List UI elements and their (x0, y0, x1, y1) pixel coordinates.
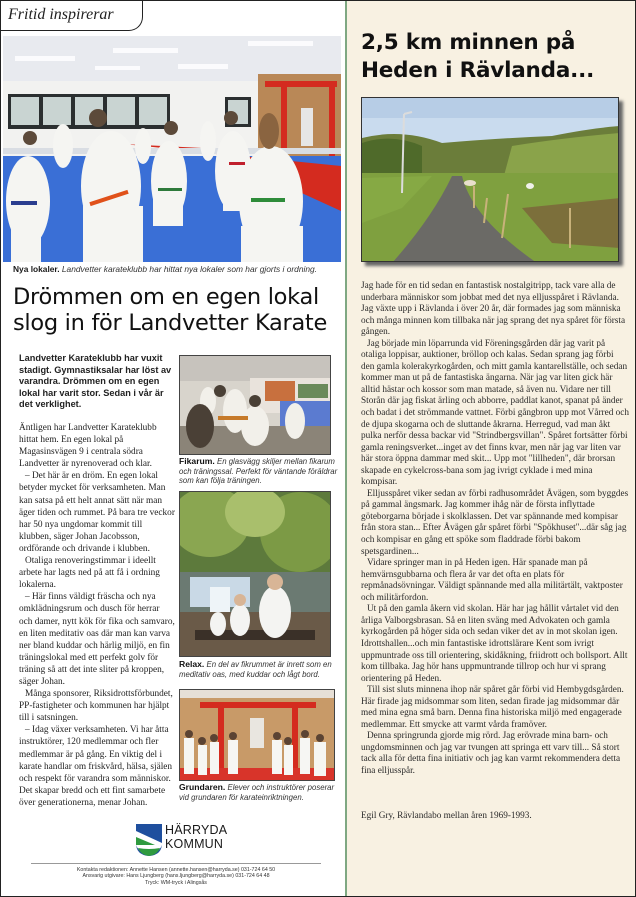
coat-of-arms-icon (135, 823, 163, 857)
caption-relax (179, 660, 339, 679)
right-paragraph: Till sist sluts minnena ihop när spåret går förbi vid Hembygdsgården. Här firade jag midsommar som liten, sedan firade jag midsommar där med mina egna små barn. Denna fina historiska miljö med engagerade medlemmar. Ett smycke att varmt vårda framöver. (361, 685, 624, 730)
footer-line-2: Ansvarig utgivare: Hans Ljungberg (hans.ljungberg@harryda.se) 031-724 64 48 (82, 873, 270, 880)
right-paragraph: Ut på den gamla åkern vid skolan. Här har jag hållit vårtalet vid den årliga Valborgsbrasan. Så en liten sväng med Advokaten och gamla kyrkogården på höger sida och sedan viker det av in mot skolan igen. Idrottshallen...och min fantastiske idrottslärare Kent som ivrigt uppmuntrade oss till orientering, skidåkning, friidrott och bollsport. Allt kom tillbaka. Jag hör hans uppmuntrande tillrop och hur vi sprang orientering på Heden. (361, 604, 628, 684)
right-article (347, 1, 636, 897)
trail-illustration (362, 98, 619, 262)
left-body (19, 422, 175, 809)
relax-illustration (180, 492, 331, 657)
left-lede: Landvetter Karateklubb har vuxit stadigt. Gymnastiksalar har löst av varandra. Drömmen om en egen lokal har varit stor. Sedan i vår är det verklighet. (19, 353, 172, 409)
caption-relax-lead: Relax. (179, 659, 205, 669)
footer-line-3: Tryck: WM-tryck i Alingsås (145, 879, 207, 886)
caption-fikarum-lead: Fikarum. (179, 456, 215, 466)
left-headline: Drömmen om en egen lokal slog in för Landvetter Karate (13, 284, 327, 336)
left-paragraph: Otaliga renoveringstimmar i ideellt arbete har lagts ned på att få i ordning lokalerna. (19, 556, 160, 591)
grundaren-illustration (180, 690, 335, 781)
hero-caption (13, 264, 343, 274)
left-paragraph: – Det här är en dröm. En egen lokal betyder mycket för verksamheten. Man kan satsa på ett helt annat sätt när man äger tiden och rummet. På bara tre veckor har 50 nya ungdomar kommit till klubben, säger Johan Jacobsson, ordförande och drivande i klubben. (19, 471, 175, 554)
caption-grundaren-text: Elever och instruktörer poserar vid grundaren för karateinriktningen. (179, 783, 335, 802)
left-paragraph: Många sponsorer, Riksidrottsförbundet, PP-fastigheter och kommunen har hjälpt till i satsningen. (19, 689, 173, 724)
right-headline: 2,5 km minnen på Heden i Rävlanda... (361, 30, 595, 83)
photo-trail (361, 97, 619, 262)
left-paragraph: – Idag växer verksamheten. Vi har åtta instruktörer, 120 medlemmar och fler medlemmar är på gång. En viktig del i karate handlar om friskvård, hälsa, själen och respekt för varandra som människor. Det skapar bredd och ett fint samarbete över generationerna, menar Johan. (19, 725, 173, 808)
footer-contact (31, 867, 321, 886)
right-paragraph: Elljusspåret viker sedan av förbi radhusområdet Åvägen, som byggdes på gammal ängsmark. Jag kommer ihåg när de första inflyttade göteborgarna började i skolklassen. Det var spännande med kompisar från stora stan... Efter Åvägen går spåret förbi "Spökhuset"...där såg jag och kompisar en gång ett spöke som fladdrade förbi bakom spetsgardinen... (361, 488, 629, 557)
caption-grundaren-lead: Grundaren. (179, 782, 226, 792)
fikarum-illustration (180, 356, 331, 455)
logo-text (165, 824, 227, 851)
left-paragraph: Äntligen har Landvetter Karateklubb hittat hem. En egen lokal på Magasinsvägen 9 i centrala södra Landvetter är nyrenoverad och klar. (19, 423, 157, 470)
footer-line-1: Kontakta redaktionen: Annette Hansen (annette.hansen@harryda.se) 031-724 64 50 (76, 867, 276, 873)
section-tab (1, 1, 143, 31)
caption-fikarum (179, 457, 339, 486)
author-signature: Egil Gry, Rävlandabo mellan åren 1969-1993. (361, 811, 532, 821)
right-paragraph: Jag började min löparrunda vid Föreningsgården där jag varit på otaliga loppisar, auktioner, bröllop och kalas. Sedan sprang jag förbi den gamla kolerakyrkogården, och mitt gamla kantarellställe, och sedan kommer man ut på de fantastiska ängarna. När jag var liten gick här alltid hästar och kossor som man matade, så även nu. Vidare ner till Storån där jag fiskat ärling och abborre, paddlat kanot, spanat på änder och badat i det strömmande vattnet. Förbi gångbron upp mot Vårred och de djupa skogarna och de sluttande åkrarna. Herregud, vad man åkt pulka nerför dessa backar vid "Strindbergsvillan". Spåret fortsätter förbi gamla reningsverket...inget av det finns kvar, men när jag var liten var här stora öppna dammar med skit... Upp mot "lillheden", där brorsan skapade en cykelcross-bana som jag ivrigt cyklade i med mina kompisar. (361, 338, 630, 488)
harryda-kommun-logo (135, 823, 235, 857)
right-paragraph: Denna springrunda gjorde mig rörd. Jag erövrade mina barn- och ungdomsminnen och jag var tvungen att springa ett varv till... Så stort tack alla för detta fina initiativ och jag kan varmt rekommendera detta fina elljusspår. (361, 731, 621, 776)
dojo-illustration (3, 36, 341, 262)
hero-caption-lead: Nya lokaler. (13, 264, 60, 274)
photo-fikarum (179, 355, 331, 455)
section-label: Fritid inspirerar (8, 6, 114, 23)
left-paragraph: – Här finns väldigt fräscha och nya omklädningsrum och dusch för herrar och damer, nytt kök för fika och samvaro, en liten meditativ oas där man kan varva ner bland kuddar och härlig miljö, en fin träningslokal med ett perfekt golv för träning så att det inte sliter på kroppen, säger Johan. (19, 592, 175, 687)
left-article (1, 1, 345, 897)
right-paragraph: Vidare springer man in på Heden igen. Här spanade man på hemvärnsgubbarna och flera år var det ofta en plats för repmånadsövningar. Väldigt spännande med alla militärtält, vaktposter och militärfordon. (361, 558, 623, 603)
right-body (361, 281, 629, 778)
caption-fikarum-text: En glasvägg skiljer mellan fikarum och träningssal. Perfekt för väntande föräldrar som kan följa träningen. (179, 457, 338, 485)
caption-relax-text: En del av fikrummet är inrett som en meditativ oas, med kuddar och lågt bord. (179, 660, 332, 679)
logo-line-1: HÄRRYDA (165, 823, 228, 837)
photo-relax (179, 491, 331, 657)
hero-photo-dojo (3, 36, 341, 262)
caption-grundaren (179, 783, 341, 802)
photo-grundaren (179, 689, 335, 781)
logo-line-2: KOMMUN (165, 836, 224, 851)
hero-caption-text: Landvetter karateklubb har hittat nya lokaler som har gjorts i ordning. (61, 264, 318, 274)
footer-divider (31, 863, 321, 864)
right-paragraph: Jag hade för en tid sedan en fantastisk nostalgitripp, tack vare alla de underbara människor som jobbat med det nya elljusspåret i Rävlanda. Jag växte upp i Rävlanda i över 20 år, där formades jag som människa och många minnen kom tillbaka när jag sprang det nya spåret för första gången. (361, 281, 626, 338)
